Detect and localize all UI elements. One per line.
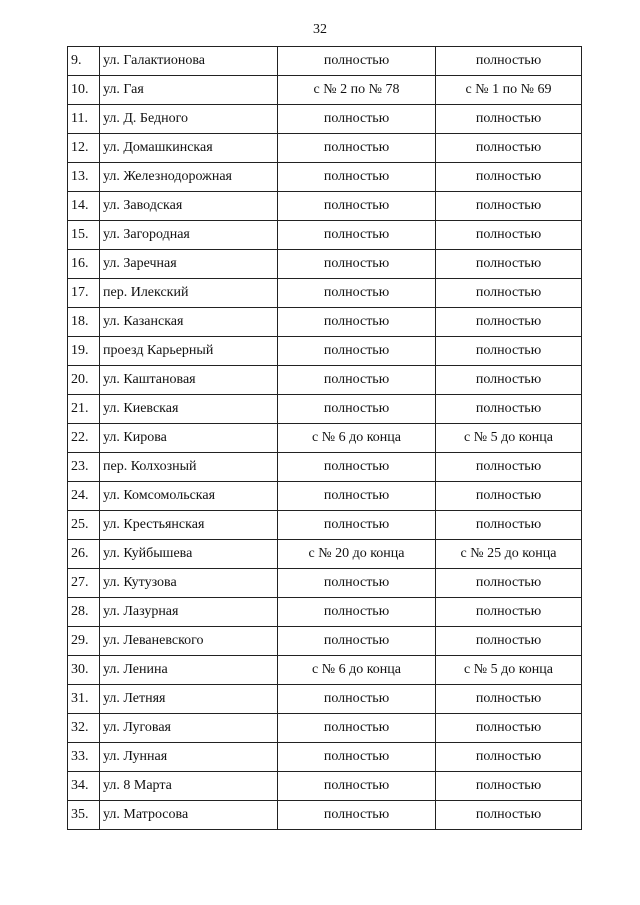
table-row <box>68 772 582 801</box>
row-number: 16. <box>68 250 100 279</box>
street-name: ул. Крестьянская <box>100 511 278 540</box>
table-row <box>68 279 582 308</box>
row-number: 33. <box>68 743 100 772</box>
street-name: ул. Загородная <box>100 221 278 250</box>
even-side-range: полностью <box>278 105 436 134</box>
table-row <box>68 801 582 830</box>
row-number: 25. <box>68 511 100 540</box>
street-name: ул. Матросова <box>100 801 278 830</box>
odd-side-range: полностью <box>436 221 582 250</box>
odd-side-range: полностью <box>436 192 582 221</box>
odd-side-range: полностью <box>436 105 582 134</box>
street-name: ул. Леваневского <box>100 627 278 656</box>
street-name: ул. Домашкинская <box>100 134 278 163</box>
street-name: ул. Галактионова <box>100 47 278 76</box>
odd-side-range: полностью <box>436 627 582 656</box>
odd-side-range: полностью <box>436 163 582 192</box>
row-number: 27. <box>68 569 100 598</box>
even-side-range: полностью <box>278 685 436 714</box>
odd-side-range: полностью <box>436 511 582 540</box>
odd-side-range: полностью <box>436 337 582 366</box>
even-side-range: полностью <box>278 714 436 743</box>
odd-side-range: полностью <box>436 714 582 743</box>
street-name: ул. Летняя <box>100 685 278 714</box>
row-number: 35. <box>68 801 100 830</box>
table-row <box>68 221 582 250</box>
even-side-range: полностью <box>278 627 436 656</box>
row-number: 17. <box>68 279 100 308</box>
table-row <box>68 192 582 221</box>
row-number: 30. <box>68 656 100 685</box>
odd-side-range: полностью <box>436 453 582 482</box>
row-number: 12. <box>68 134 100 163</box>
row-number: 22. <box>68 424 100 453</box>
street-name: ул. Казанская <box>100 308 278 337</box>
row-number: 31. <box>68 685 100 714</box>
table-row <box>68 163 582 192</box>
row-number: 14. <box>68 192 100 221</box>
odd-side-range: полностью <box>436 366 582 395</box>
row-number: 28. <box>68 598 100 627</box>
odd-side-range: с № 1 по № 69 <box>436 76 582 105</box>
table-row <box>68 105 582 134</box>
street-name: ул. Железнодорожная <box>100 163 278 192</box>
even-side-range: полностью <box>278 598 436 627</box>
street-name: ул. Гая <box>100 76 278 105</box>
table-row <box>68 424 582 453</box>
row-number: 29. <box>68 627 100 656</box>
row-number: 18. <box>68 308 100 337</box>
table-row <box>68 627 582 656</box>
even-side-range: полностью <box>278 337 436 366</box>
table-row <box>68 482 582 511</box>
table-row <box>68 656 582 685</box>
odd-side-range: полностью <box>436 569 582 598</box>
odd-side-range: полностью <box>436 772 582 801</box>
odd-side-range: полностью <box>436 47 582 76</box>
street-name: ул. Д. Бедного <box>100 105 278 134</box>
table-row <box>68 540 582 569</box>
even-side-range: полностью <box>278 47 436 76</box>
street-name: ул. Кирова <box>100 424 278 453</box>
street-name: ул. Киевская <box>100 395 278 424</box>
odd-side-range: с № 5 до конца <box>436 656 582 685</box>
street-name: ул. Заречная <box>100 250 278 279</box>
table-row <box>68 76 582 105</box>
streets-table-body <box>68 47 582 830</box>
street-name: ул. Лунная <box>100 743 278 772</box>
even-side-range: полностью <box>278 801 436 830</box>
odd-side-range: полностью <box>436 598 582 627</box>
odd-side-range: полностью <box>436 250 582 279</box>
even-side-range: с № 6 до конца <box>278 656 436 685</box>
table-row <box>68 134 582 163</box>
row-number: 11. <box>68 105 100 134</box>
odd-side-range: с № 25 до конца <box>436 540 582 569</box>
street-name: пер. Колхозный <box>100 453 278 482</box>
odd-side-range: полностью <box>436 685 582 714</box>
even-side-range: полностью <box>278 134 436 163</box>
even-side-range: с № 20 до конца <box>278 540 436 569</box>
table-row <box>68 308 582 337</box>
table-row <box>68 743 582 772</box>
even-side-range: полностью <box>278 279 436 308</box>
table-row <box>68 714 582 743</box>
street-name: ул. Заводская <box>100 192 278 221</box>
row-number: 21. <box>68 395 100 424</box>
even-side-range: полностью <box>278 250 436 279</box>
street-name: ул. Кутузова <box>100 569 278 598</box>
table-row <box>68 598 582 627</box>
table-row <box>68 685 582 714</box>
odd-side-range: полностью <box>436 743 582 772</box>
even-side-range: полностью <box>278 308 436 337</box>
row-number: 24. <box>68 482 100 511</box>
even-side-range: полностью <box>278 163 436 192</box>
table-row <box>68 337 582 366</box>
row-number: 13. <box>68 163 100 192</box>
odd-side-range: полностью <box>436 134 582 163</box>
even-side-range: полностью <box>278 453 436 482</box>
row-number: 15. <box>68 221 100 250</box>
row-number: 34. <box>68 772 100 801</box>
table-row <box>68 511 582 540</box>
odd-side-range: полностью <box>436 395 582 424</box>
streets-table <box>67 46 582 830</box>
street-name: проезд Карьерный <box>100 337 278 366</box>
even-side-range: полностью <box>278 511 436 540</box>
even-side-range: полностью <box>278 192 436 221</box>
table-row <box>68 366 582 395</box>
table-row <box>68 569 582 598</box>
street-name: ул. Каштановая <box>100 366 278 395</box>
even-side-range: полностью <box>278 772 436 801</box>
even-side-range: полностью <box>278 482 436 511</box>
row-number: 23. <box>68 453 100 482</box>
street-name: ул. Куйбышева <box>100 540 278 569</box>
street-name: ул. Лазурная <box>100 598 278 627</box>
row-number: 20. <box>68 366 100 395</box>
odd-side-range: полностью <box>436 279 582 308</box>
street-name: ул. Ленина <box>100 656 278 685</box>
table-row <box>68 250 582 279</box>
table-row <box>68 395 582 424</box>
page-number: 32 <box>313 22 327 37</box>
even-side-range: полностью <box>278 366 436 395</box>
row-number: 32. <box>68 714 100 743</box>
street-name: ул. 8 Марта <box>100 772 278 801</box>
even-side-range: полностью <box>278 569 436 598</box>
street-name: ул. Луговая <box>100 714 278 743</box>
odd-side-range: полностью <box>436 308 582 337</box>
street-name: ул. Комсомольская <box>100 482 278 511</box>
row-number: 19. <box>68 337 100 366</box>
row-number: 26. <box>68 540 100 569</box>
even-side-range: полностью <box>278 221 436 250</box>
even-side-range: с № 2 по № 78 <box>278 76 436 105</box>
odd-side-range: полностью <box>436 801 582 830</box>
street-name: пер. Илекский <box>100 279 278 308</box>
table-row <box>68 47 582 76</box>
odd-side-range: с № 5 до конца <box>436 424 582 453</box>
even-side-range: с № 6 до конца <box>278 424 436 453</box>
odd-side-range: полностью <box>436 482 582 511</box>
row-number: 10. <box>68 76 100 105</box>
row-number: 9. <box>68 47 100 76</box>
even-side-range: полностью <box>278 743 436 772</box>
table-row <box>68 453 582 482</box>
even-side-range: полностью <box>278 395 436 424</box>
